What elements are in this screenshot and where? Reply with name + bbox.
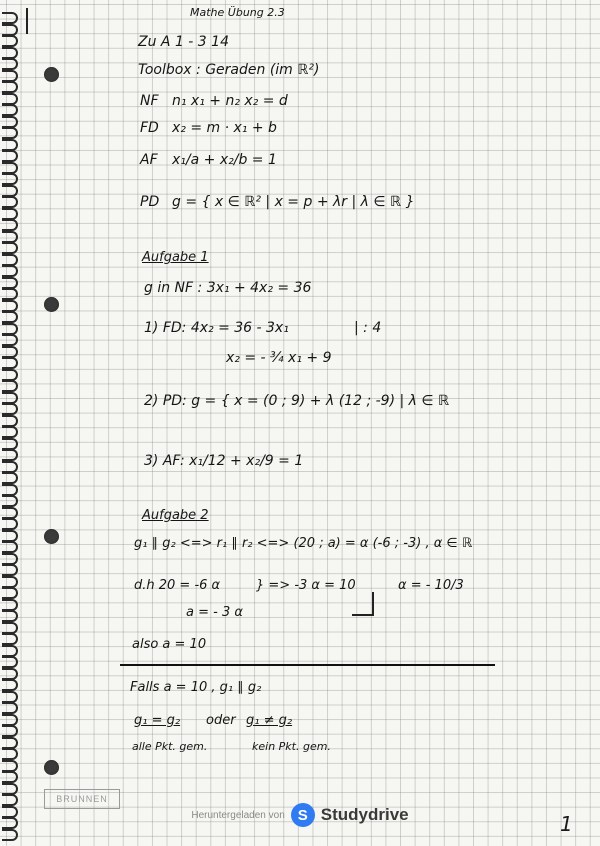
- toolbox-title: Toolbox : Geraden (im ℝ²): [138, 62, 320, 78]
- spiral-ring: [2, 300, 18, 312]
- spiral-ring: [2, 196, 18, 208]
- spiral-ring: [2, 231, 18, 243]
- task2-heading: Aufgabe 2: [142, 508, 209, 523]
- spiral-ring: [2, 564, 18, 576]
- spiral-ring: [2, 323, 18, 335]
- case-option-equal: g₁ = g₂: [134, 713, 181, 728]
- toolbox-af-label: AF: [140, 152, 158, 168]
- task1-heading: Aufgabe 1: [142, 250, 209, 265]
- spiral-ring: [2, 518, 18, 530]
- spiral-ring: [2, 449, 18, 461]
- downloaded-from-label: Heruntergeladen von: [191, 809, 285, 821]
- spiral-ring: [2, 426, 18, 438]
- spiral-ring: [2, 702, 18, 714]
- spiral-ring: [2, 541, 18, 553]
- spiral-ring: [2, 714, 18, 726]
- spiral-ring: [2, 829, 18, 841]
- task1-af: 3) AF: x₁/12 + x₂/9 = 1: [144, 453, 304, 469]
- spiral-ring: [2, 438, 18, 450]
- spiral-ring: [2, 357, 18, 369]
- spiral-ring: [2, 162, 18, 174]
- spiral-ring: [2, 553, 18, 565]
- spiral-ring: [2, 587, 18, 599]
- task1-given: g in NF : 3x₁ + 4x₂ = 36: [144, 280, 312, 296]
- spiral-binding: [0, 0, 22, 846]
- task2-parallel-condition: g₁ ∥ g₂ <=> r₁ ∥ r₂ <=> (20 ; a) = α (-6 ; -3) , α ∈ ℝ: [134, 536, 473, 551]
- toolbox-pd-expr: g = { x ∈ ℝ² | x = p + λr | λ ∈ ℝ }: [172, 194, 415, 210]
- spiral-ring: [2, 760, 18, 772]
- task2-alpha-result: α = - 10/3: [398, 578, 464, 593]
- page-number: 1: [560, 812, 573, 836]
- brunnen-logo: BRUNNEN: [44, 789, 120, 809]
- spiral-ring: [2, 507, 18, 519]
- spiral-ring: [2, 576, 18, 588]
- spiral-ring: [2, 472, 18, 484]
- spiral-ring: [2, 254, 18, 266]
- spiral-ring: [2, 495, 18, 507]
- spiral-ring: [2, 668, 18, 680]
- spiral-ring: [2, 277, 18, 289]
- spiral-ring: [2, 81, 18, 93]
- spiral-ring: [2, 173, 18, 185]
- task1-fd-step2: x₂ = - ¾ x₁ + 9: [226, 350, 332, 366]
- arrow-bracket: [352, 592, 374, 616]
- spiral-ring: [2, 691, 18, 703]
- task1-fd-step1: 1) FD: 4x₂ = 36 - 3x₁: [144, 320, 289, 336]
- task1-pd: 2) PD: g = { x = (0 ; 9) + λ (12 ; -9) | λ ∈ ℝ: [144, 393, 450, 409]
- spiral-ring: [2, 185, 18, 197]
- margin-mark: [26, 8, 28, 34]
- toolbox-af-expr: x₁/a + x₂/b = 1: [172, 152, 277, 168]
- case-option-distinct: g₁ ≠ g₂: [246, 713, 293, 728]
- spiral-ring: [2, 783, 18, 795]
- spiral-ring: [2, 127, 18, 139]
- toolbox-fd-expr: x₂ = m · x₁ + b: [172, 120, 277, 136]
- spiral-ring: [2, 679, 18, 691]
- task2-eq1: d.h 20 = -6 α: [134, 578, 221, 593]
- spiral-ring: [2, 622, 18, 634]
- spiral-ring: [2, 530, 18, 542]
- case-or: oder: [206, 713, 236, 728]
- task2-conclusion: also a = 10: [132, 637, 207, 652]
- spiral-ring: [2, 380, 18, 392]
- section-divider: [120, 664, 495, 666]
- spiral-ring: [2, 47, 18, 59]
- spiral-ring: [2, 392, 18, 404]
- toolbox-nf-expr: n₁ x₁ + n₂ x₂ = d: [172, 93, 288, 109]
- spiral-ring: [2, 24, 18, 36]
- spiral-ring: [2, 645, 18, 657]
- spiral-ring: [2, 346, 18, 358]
- spiral-ring: [2, 70, 18, 82]
- spiral-ring: [2, 242, 18, 254]
- studydrive-brand: Studydrive: [320, 805, 409, 824]
- spiral-ring: [2, 610, 18, 622]
- spiral-ring: [2, 484, 18, 496]
- toolbox-nf-label: NF: [140, 93, 159, 109]
- task2-eq2: a = - 3 α: [186, 605, 243, 620]
- spiral-ring: [2, 369, 18, 381]
- spiral-ring: [2, 265, 18, 277]
- task2-implication: } => -3 α = 10: [256, 578, 356, 593]
- spiral-ring: [2, 35, 18, 47]
- spiral-ring: [2, 461, 18, 473]
- spiral-ring: [2, 656, 18, 668]
- spiral-ring: [2, 58, 18, 70]
- page-title: Mathe Übung 2.3: [190, 6, 285, 19]
- toolbox-pd-label: PD: [140, 194, 160, 210]
- punch-hole: [44, 297, 59, 312]
- case-note-all-points: alle Pkt. gem.: [132, 740, 208, 753]
- task1-fd-note: | : 4: [354, 320, 382, 336]
- spiral-ring: [2, 311, 18, 323]
- spiral-ring: [2, 748, 18, 760]
- spiral-ring: [2, 599, 18, 611]
- spiral-ring: [2, 725, 18, 737]
- case-statement: Falls a = 10 , g₁ ∥ g₂: [130, 680, 262, 695]
- spiral-ring: [2, 116, 18, 128]
- case-note-no-points: kein Pkt. gem.: [252, 740, 331, 753]
- spiral-ring: [2, 771, 18, 783]
- toolbox-fd-label: FD: [140, 120, 159, 136]
- spiral-ring: [2, 288, 18, 300]
- spiral-ring: [2, 737, 18, 749]
- spiral-ring: [2, 93, 18, 105]
- punch-hole: [44, 67, 59, 82]
- spiral-ring: [2, 633, 18, 645]
- download-footer: [0, 802, 600, 828]
- spiral-ring: [2, 150, 18, 162]
- reference-note: Zu A 1 - 3 14: [138, 34, 229, 50]
- punch-hole: [44, 529, 59, 544]
- spiral-ring: [2, 104, 18, 116]
- spiral-ring: [2, 334, 18, 346]
- spiral-ring: [2, 12, 18, 24]
- spiral-ring: [2, 139, 18, 151]
- studydrive-logo-icon: S: [291, 803, 315, 827]
- spiral-ring: [2, 415, 18, 427]
- spiral-ring: [2, 208, 18, 220]
- spiral-ring: [2, 219, 18, 231]
- spiral-ring: [2, 403, 18, 415]
- punch-hole: [44, 760, 59, 775]
